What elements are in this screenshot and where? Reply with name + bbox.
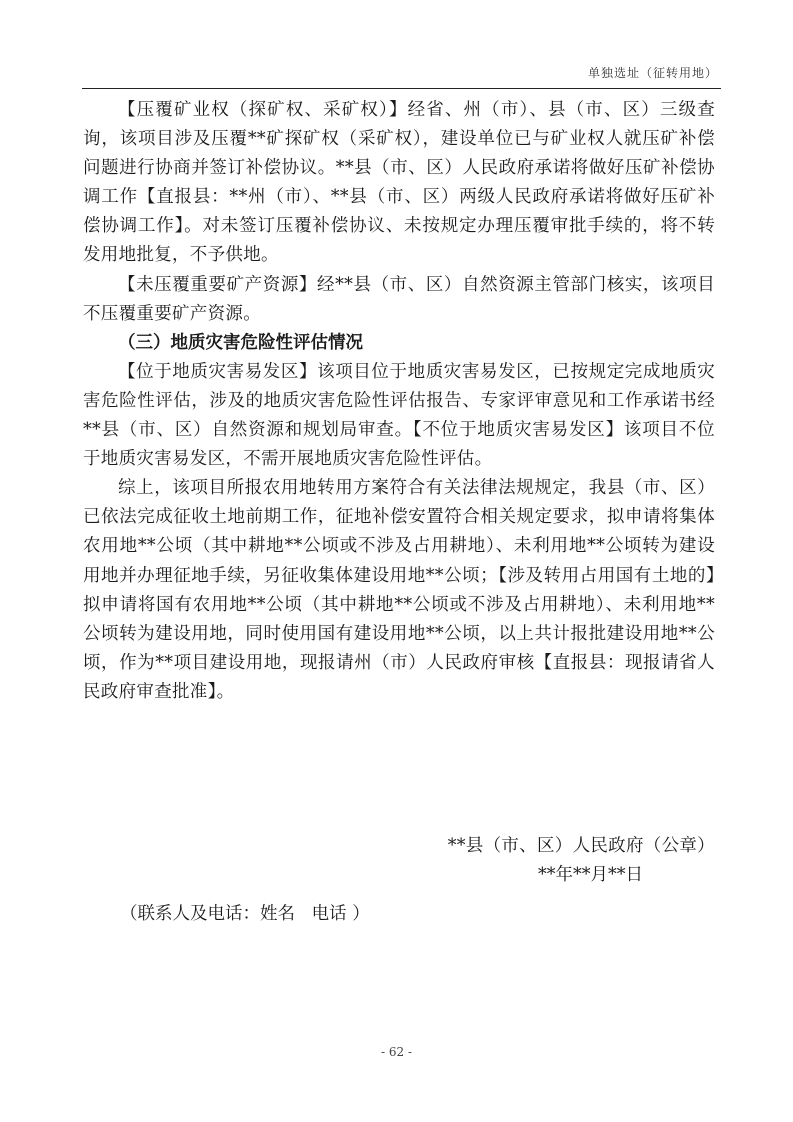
page-number: - 62 - (380, 1045, 412, 1059)
section-heading: （三）地质灾害危险性评估情况 (118, 332, 363, 353)
issue-date: **年**月**日 (538, 865, 643, 886)
paragraph-summary: 综上，该项目所报农用地转用方案符合有关法律法规规定，我县（市、区）已依法完成征收土地前期工作，征地补偿安置符合相关规定要求，拟申请将集体农用地**公顷（其中耕地**公顷或不涉及占用耕地）、未利用地**公顷转为建设用地并办理征地手续，另征收集体建设用地**公顷；【涉及转用占用国有土地的】拟申请将国有农用地**公顷（其中耕地**公顷或不涉及占用耕地）、未利用地**公顷转为建设用地，同时使用国有建设用地**公顷，以上共计报批建设用地**公顷，作为**项目建设用地，现报请州（市）人民政府审核【直报县：现报请省人民政府审查批准】。 (83, 478, 715, 702)
signature-block (83, 832, 715, 890)
contact-info: （联系人及电话：姓名 电话 ） (120, 904, 370, 924)
running-header: 单独选址（征转用地） (587, 66, 718, 80)
document-body (83, 96, 715, 707)
paragraph-mining-rights: 【压覆矿业权（探矿权、采矿权）】经省、州（市）、县（市、区）三级查询，该项目涉及压覆**矿探矿权（采矿权），建设单位已与矿业权人就压矿补偿问题进行协商并签订补偿协议。**县（市、区）人民政府承诺将做好压矿补偿协调工作【直报县：**州（市）、**县（市、区）两级人民政府承诺将做好压矿补偿协调工作】。对未签订压覆补偿协议、未按规定办理压覆审批手续的，将不转发用地批复，不予供地。 (83, 100, 715, 266)
header-divider (82, 88, 721, 89)
issuer-name: **县（市、区）人民政府（公章） (447, 836, 715, 856)
paragraph-no-mineral-overlay: 【未压覆重要矿产资源】经**县（市、区）自然资源主管部门核实，该项目不压覆重要矿产资源。 (83, 274, 715, 324)
paragraph-geohazard: 【位于地质灾害易发区】该项目位于地质灾害易发区，已按规定完成地质灾害危险性评估，涉及的地质灾害危险性评估报告、专家评审意见和工作承诺书经**县（市、区）自然资源和规划局审查。【不位于地质灾害易发区】该项目不位于地质灾害易发区，不需开展地质灾害危险性评估。 (83, 361, 715, 470)
